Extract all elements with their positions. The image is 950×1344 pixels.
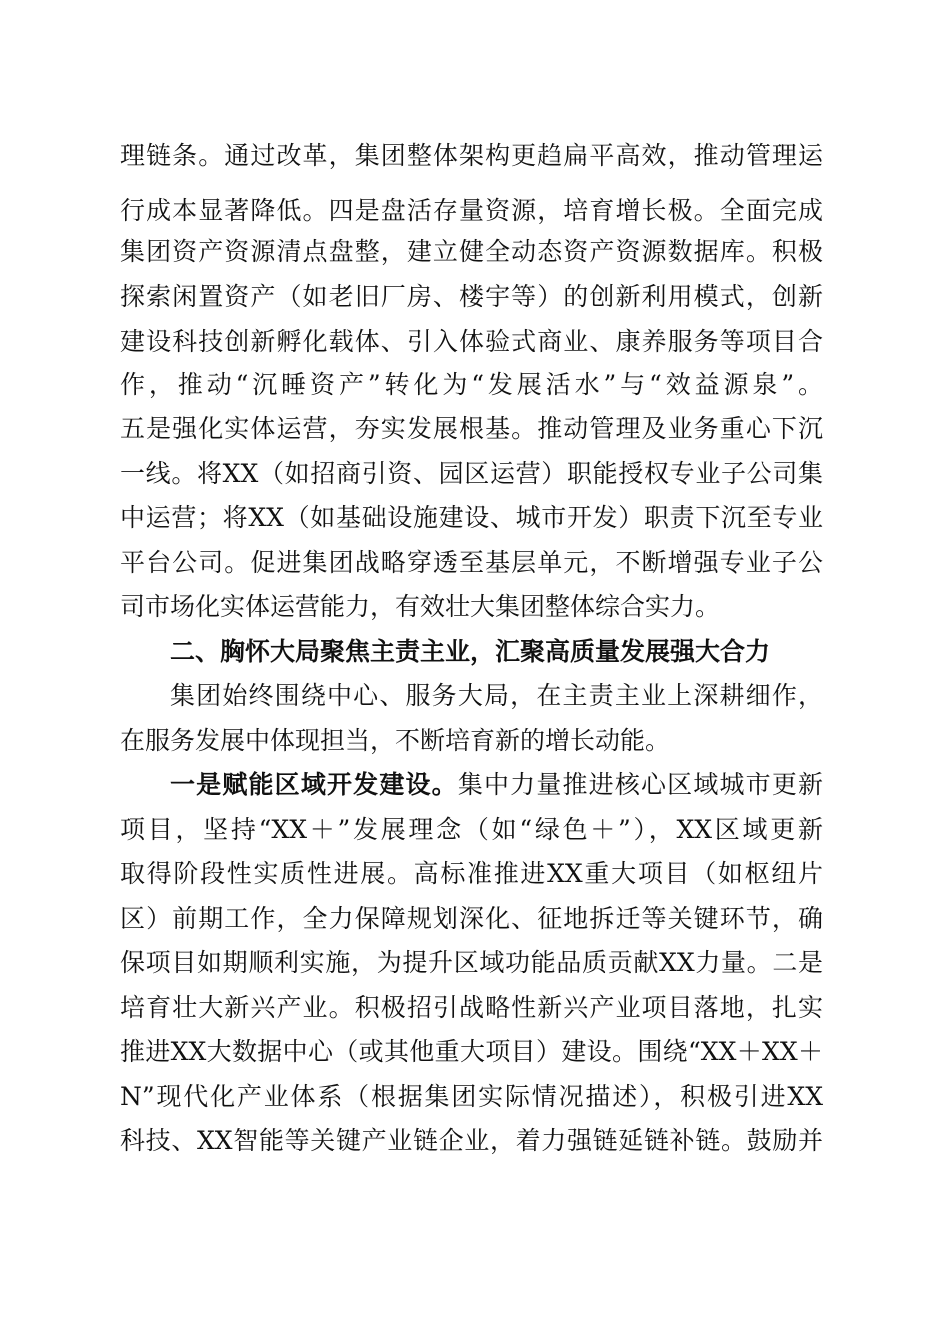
text-line: 推进XX大数据中心（或其他重大项目）建设。围绕“XX＋XX＋ [120,1037,823,1066]
text-line: 集团资产资源清点盘整，建立健全动态资产资源数据库。积极 [120,237,823,266]
text-span: 集中力量推进核心区域城市更新 [457,770,823,799]
text-line: 在服务发展中体现担当，不断培育新的增长动能。 [120,726,671,755]
text-line: 司市场化实体运营能力，有效壮大集团整体综合实力。 [120,592,721,621]
text-line: 行成本显著降低。四是盘活存量资源，培育增长极。全面完成 [120,196,823,225]
text-line [170,770,823,800]
text-line: 区）前期工作，全力保障规划深化、征地拆迁等关键环节，确 [120,904,823,933]
text-line: 取得阶段性实质性进展。高标准推进XX重大项目（如枢纽片 [120,859,823,888]
section-heading: 二、胸怀大局聚焦主责主业，汇聚高质量发展强大合力 [170,637,771,666]
text-line: 保项目如期顺利实施，为提升区域功能品质贡献XX力量。二是 [120,948,823,977]
bold-lead: 一是赋能区域开发建设。 [170,770,458,799]
text-line: 一线。将XX（如招商引资、园区运营）职能授权专业子公司集 [120,459,823,488]
text-line: 集团始终围绕中心、服务大局，在主责主业上深耕细作， [170,681,823,710]
text-line: 中运营；将XX（如基础设施建设、城市开发）职责下沉至专业 [120,503,823,532]
text-line: 五是强化实体运营，夯实发展根基。推动管理及业务重心下沉 [120,414,823,443]
text-line: 建设科技创新孵化载体、引入体验式商业、康养服务等项目合 [120,327,823,356]
text-line: 科技、XX智能等关键产业链企业，着力强链延链补链。鼓励并 [120,1126,823,1155]
text-line: 平台公司。促进集团战略穿透至基层单元，不断增强专业子公 [120,548,823,577]
text-line: 培育壮大新兴产业。积极招引战略性新兴产业项目落地，扎实 [120,993,823,1022]
text-line: N”现代化产业体系（根据集团实际情况描述），积极引进XX [120,1082,823,1111]
text-line: 项目，坚持“XX＋”发展理念（如“绿色＋”），XX区域更新 [120,815,823,844]
text-line: 探索闲置资产（如老旧厂房、楼宇等）的创新利用模式，创新 [120,282,823,311]
text-line: 作，推动“沉睡资产”转化为“发展活水”与“效益源泉”。 [120,370,823,399]
text-line: 理链条。通过改革，集团整体架构更趋扁平高效，推动管理运 [120,141,823,170]
